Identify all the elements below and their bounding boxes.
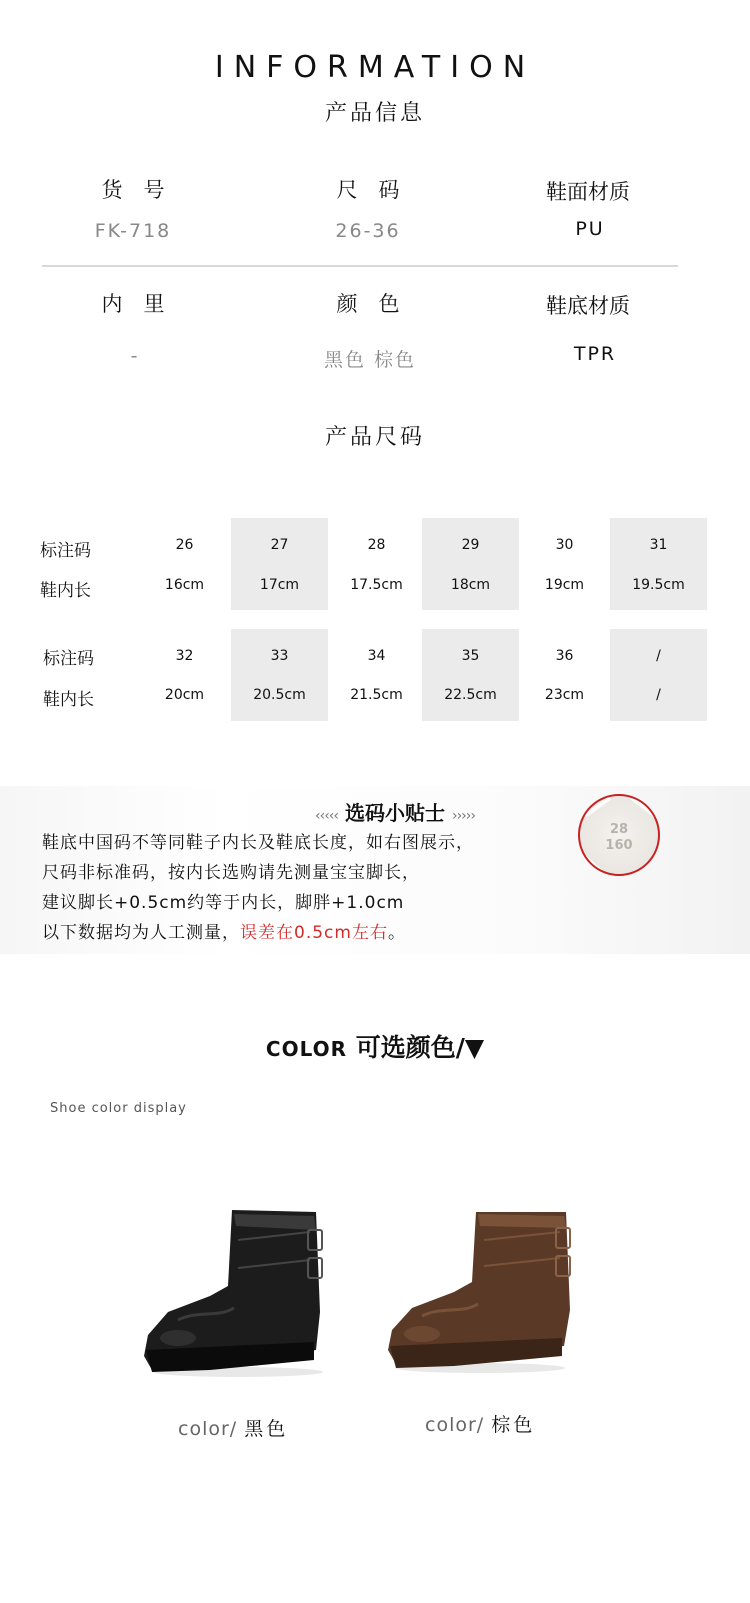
color-option-brown bbox=[425, 1410, 535, 1437]
color-subtitle: Shoe color display bbox=[50, 1101, 187, 1116]
size-value: 32 bbox=[175, 648, 194, 664]
tips-deco-left: ‹‹‹‹‹ bbox=[315, 808, 339, 824]
size-section-title: 产品尺码 bbox=[324, 425, 425, 450]
length-value: 20cm bbox=[164, 687, 205, 703]
tips-line-4-suffix: 。 bbox=[387, 923, 406, 943]
size-cell bbox=[422, 518, 519, 610]
size-cell bbox=[136, 518, 233, 610]
color-option-name: 黑色 bbox=[244, 1418, 289, 1440]
length-value: 22.5cm bbox=[444, 687, 497, 703]
brown-boot-image bbox=[380, 1200, 580, 1384]
size-value: 35 bbox=[461, 648, 480, 664]
size-value: 36 bbox=[555, 648, 574, 664]
length-value: 19cm bbox=[544, 577, 585, 593]
info-label-color: 颜 色 bbox=[336, 292, 400, 316]
black-boot-image bbox=[138, 1200, 338, 1384]
color-option-prefix: color/ bbox=[178, 1418, 238, 1440]
info-label-upper-material: 鞋面材质 bbox=[546, 180, 630, 204]
info-label-item-no: 货 号 bbox=[101, 178, 165, 202]
length-value: 20.5cm bbox=[253, 687, 306, 703]
length-value: 21.5cm bbox=[350, 687, 403, 703]
length-value: 19.5cm bbox=[632, 577, 685, 593]
info-value-color: 黑色 棕色 bbox=[323, 349, 417, 371]
info-value-lining: - bbox=[130, 345, 140, 367]
row-label-length: 鞋内长 bbox=[40, 581, 91, 601]
sole-size-number: 28 bbox=[609, 822, 629, 837]
size-cell bbox=[328, 629, 425, 721]
size-value: 30 bbox=[555, 537, 574, 553]
tips-line-4-prefix: 以下数据均为人工测量， bbox=[42, 923, 240, 943]
size-cell bbox=[231, 629, 328, 721]
info-value-size: 26-36 bbox=[335, 220, 401, 242]
tips-line-4 bbox=[42, 918, 406, 943]
size-value: 31 bbox=[649, 537, 668, 553]
size-value: / bbox=[656, 648, 661, 664]
length-value: / bbox=[656, 687, 661, 703]
color-option-prefix: color/ bbox=[425, 1414, 485, 1436]
size-cell bbox=[516, 518, 613, 610]
color-option-black bbox=[178, 1414, 288, 1441]
page-title-cn: 产品信息 bbox=[324, 101, 425, 126]
info-label-lining: 内 里 bbox=[101, 292, 165, 316]
length-value: 17cm bbox=[259, 577, 300, 593]
size-value: 28 bbox=[367, 537, 386, 553]
size-cell bbox=[610, 518, 707, 610]
size-value: 33 bbox=[270, 648, 289, 664]
tips-deco-right: ››››› bbox=[451, 808, 475, 824]
size-cell bbox=[516, 629, 613, 721]
chevron-down-icon: ▼ bbox=[464, 1033, 485, 1062]
page-title-en: INFORMATION bbox=[214, 50, 536, 85]
color-title-cn: 可选颜色/ bbox=[355, 1033, 465, 1062]
row-label-size: 标注码 bbox=[43, 649, 94, 669]
color-section-title bbox=[0, 1028, 750, 1064]
tips-title-text: 选码小贴士 bbox=[345, 801, 445, 825]
size-cell bbox=[231, 518, 328, 610]
tips-line-3: 建议脚长+0.5cm约等于内长，脚胖+1.0cm bbox=[42, 893, 405, 913]
length-value: 18cm bbox=[450, 577, 491, 593]
sole-length-number: 160 bbox=[605, 838, 633, 853]
tips-line-2: 尺码非标准码，按内长选购请先测量宝宝脚长， bbox=[42, 863, 420, 883]
size-value: 29 bbox=[461, 537, 480, 553]
tips-title bbox=[270, 797, 520, 826]
sole-closeup-image bbox=[578, 794, 660, 876]
size-table-1 bbox=[40, 518, 710, 610]
color-option-name: 棕色 bbox=[491, 1414, 536, 1436]
length-value: 16cm bbox=[164, 577, 205, 593]
size-cell bbox=[136, 629, 233, 721]
info-value-item-no: FK-718 bbox=[94, 220, 172, 242]
row-label-size: 标注码 bbox=[40, 541, 91, 561]
size-value: 27 bbox=[270, 537, 289, 553]
info-divider bbox=[42, 265, 678, 267]
size-cell bbox=[422, 629, 519, 721]
size-value: 34 bbox=[367, 648, 386, 664]
info-value-upper-material: PU bbox=[575, 218, 605, 240]
size-value: 26 bbox=[175, 537, 194, 553]
tips-line-1: 鞋底中国码不等同鞋子内长及鞋底长度，如右图展示， bbox=[42, 833, 474, 853]
tips-error-note: 误差在0.5cm左右 bbox=[240, 923, 388, 943]
info-label-size: 尺 码 bbox=[336, 178, 400, 202]
size-cell bbox=[610, 629, 707, 721]
info-value-sole-material: TPR bbox=[573, 343, 617, 365]
size-table-2 bbox=[40, 629, 710, 721]
size-cell bbox=[328, 518, 425, 610]
length-value: 17.5cm bbox=[350, 577, 403, 593]
info-label-sole-material: 鞋底材质 bbox=[546, 294, 630, 318]
color-title-en: COLOR bbox=[265, 1037, 348, 1061]
length-value: 23cm bbox=[544, 687, 585, 703]
row-label-length: 鞋内长 bbox=[43, 690, 94, 710]
